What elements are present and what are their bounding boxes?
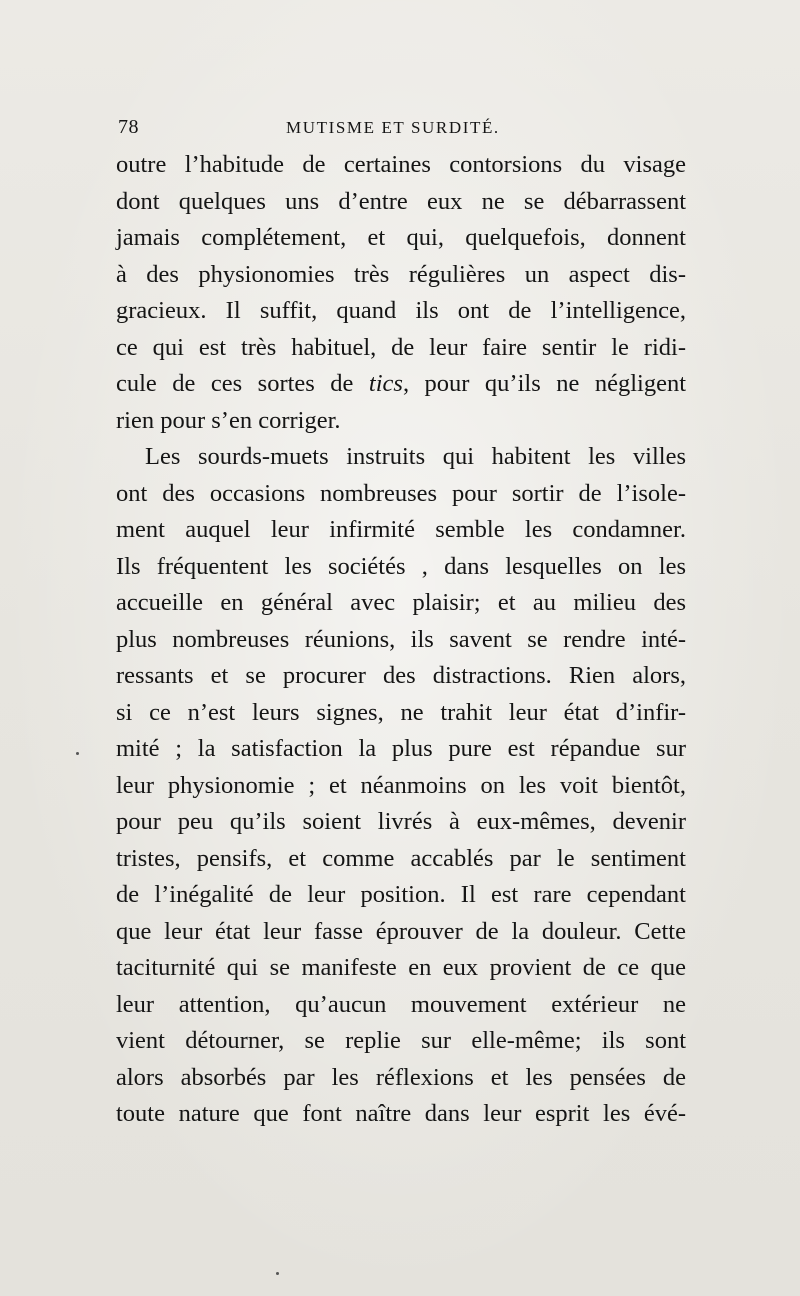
text-fragment: cule de ces sortes de: [116, 370, 354, 397]
running-title: MUTISME ET SURDITÉ.: [286, 118, 500, 137]
text-line: leur attention, qu’aucun mouvement extérieur ne: [116, 990, 686, 1018]
text-line: mité ; la satisfaction la plus pure est répandue sur: [116, 735, 686, 762]
text-line: si ce n’est leurs signes, ne trahit leur état d’infir-: [116, 698, 686, 726]
running-head: [118, 114, 684, 142]
body-text: [116, 147, 686, 1133]
text-line: Ils fréquentent les sociétés , dans lesquelles on les: [116, 552, 686, 580]
text-line: rien pour s’en corriger.: [116, 406, 341, 434]
text-line: [116, 366, 686, 403]
text-line: toute nature que font naître dans leur esprit les évé-: [116, 1100, 686, 1127]
text-line: dont quelques uns d’entre eux ne se débarrassent: [116, 187, 686, 215]
text-line: leur physionomie ; et néanmoins on les voit bientôt,: [116, 771, 686, 799]
text-line: de l’inégalité de leur position. Il est rare cependant: [116, 881, 686, 908]
text-line: taciturnité qui se manifeste en eux provient de ce que: [116, 954, 686, 981]
text-line: tristes, pensifs, et comme accablés par le sentiment: [116, 844, 686, 872]
text-line: outre l’habitude de certaines contorsions du visage: [116, 151, 686, 178]
text-line: accueille en général avec plaisir; et au milieu des: [116, 589, 686, 616]
text-line: alors absorbés par les réflexions et les pensées de: [116, 1063, 686, 1091]
text-line: ont des occasions nombreuses pour sortir de l’isole-: [116, 479, 686, 507]
text-line: ment auquel leur infirmité semble les condamner.: [116, 516, 686, 543]
text-line: plus nombreuses réunions, ils savent se rendre inté-: [116, 625, 686, 653]
text-line: à des physionomies très régulières un aspect dis-: [116, 260, 686, 288]
text-line: que leur état leur fasse éprouver de la douleur. Cette: [116, 917, 686, 945]
text-line: gracieux. Il suffit, quand ils ont de l’intelligence,: [116, 297, 686, 324]
text-line: pour peu qu’ils soient livrés à eux-mêmes, devenir: [116, 808, 686, 835]
text-fragment: , pour qu’ils ne négligent: [402, 370, 686, 397]
paper-speck: [276, 1272, 279, 1275]
paper-speck: [76, 752, 79, 755]
text-line: ressants et se procurer des distractions. Rien alors,: [116, 662, 686, 689]
text-line: ce qui est très habituel, de leur faire sentir le ridi-: [116, 333, 686, 361]
italic-word: tics: [368, 370, 403, 397]
text-line: jamais complétement, et qui, quelquefois, donnent: [116, 224, 686, 251]
paragraph-first-line: Les sourds-muets instruits qui habitent les villes: [145, 443, 686, 470]
text-line: vient détourner, se replie sur elle-même; ils sont: [116, 1027, 686, 1054]
page-number: 78: [118, 116, 139, 138]
